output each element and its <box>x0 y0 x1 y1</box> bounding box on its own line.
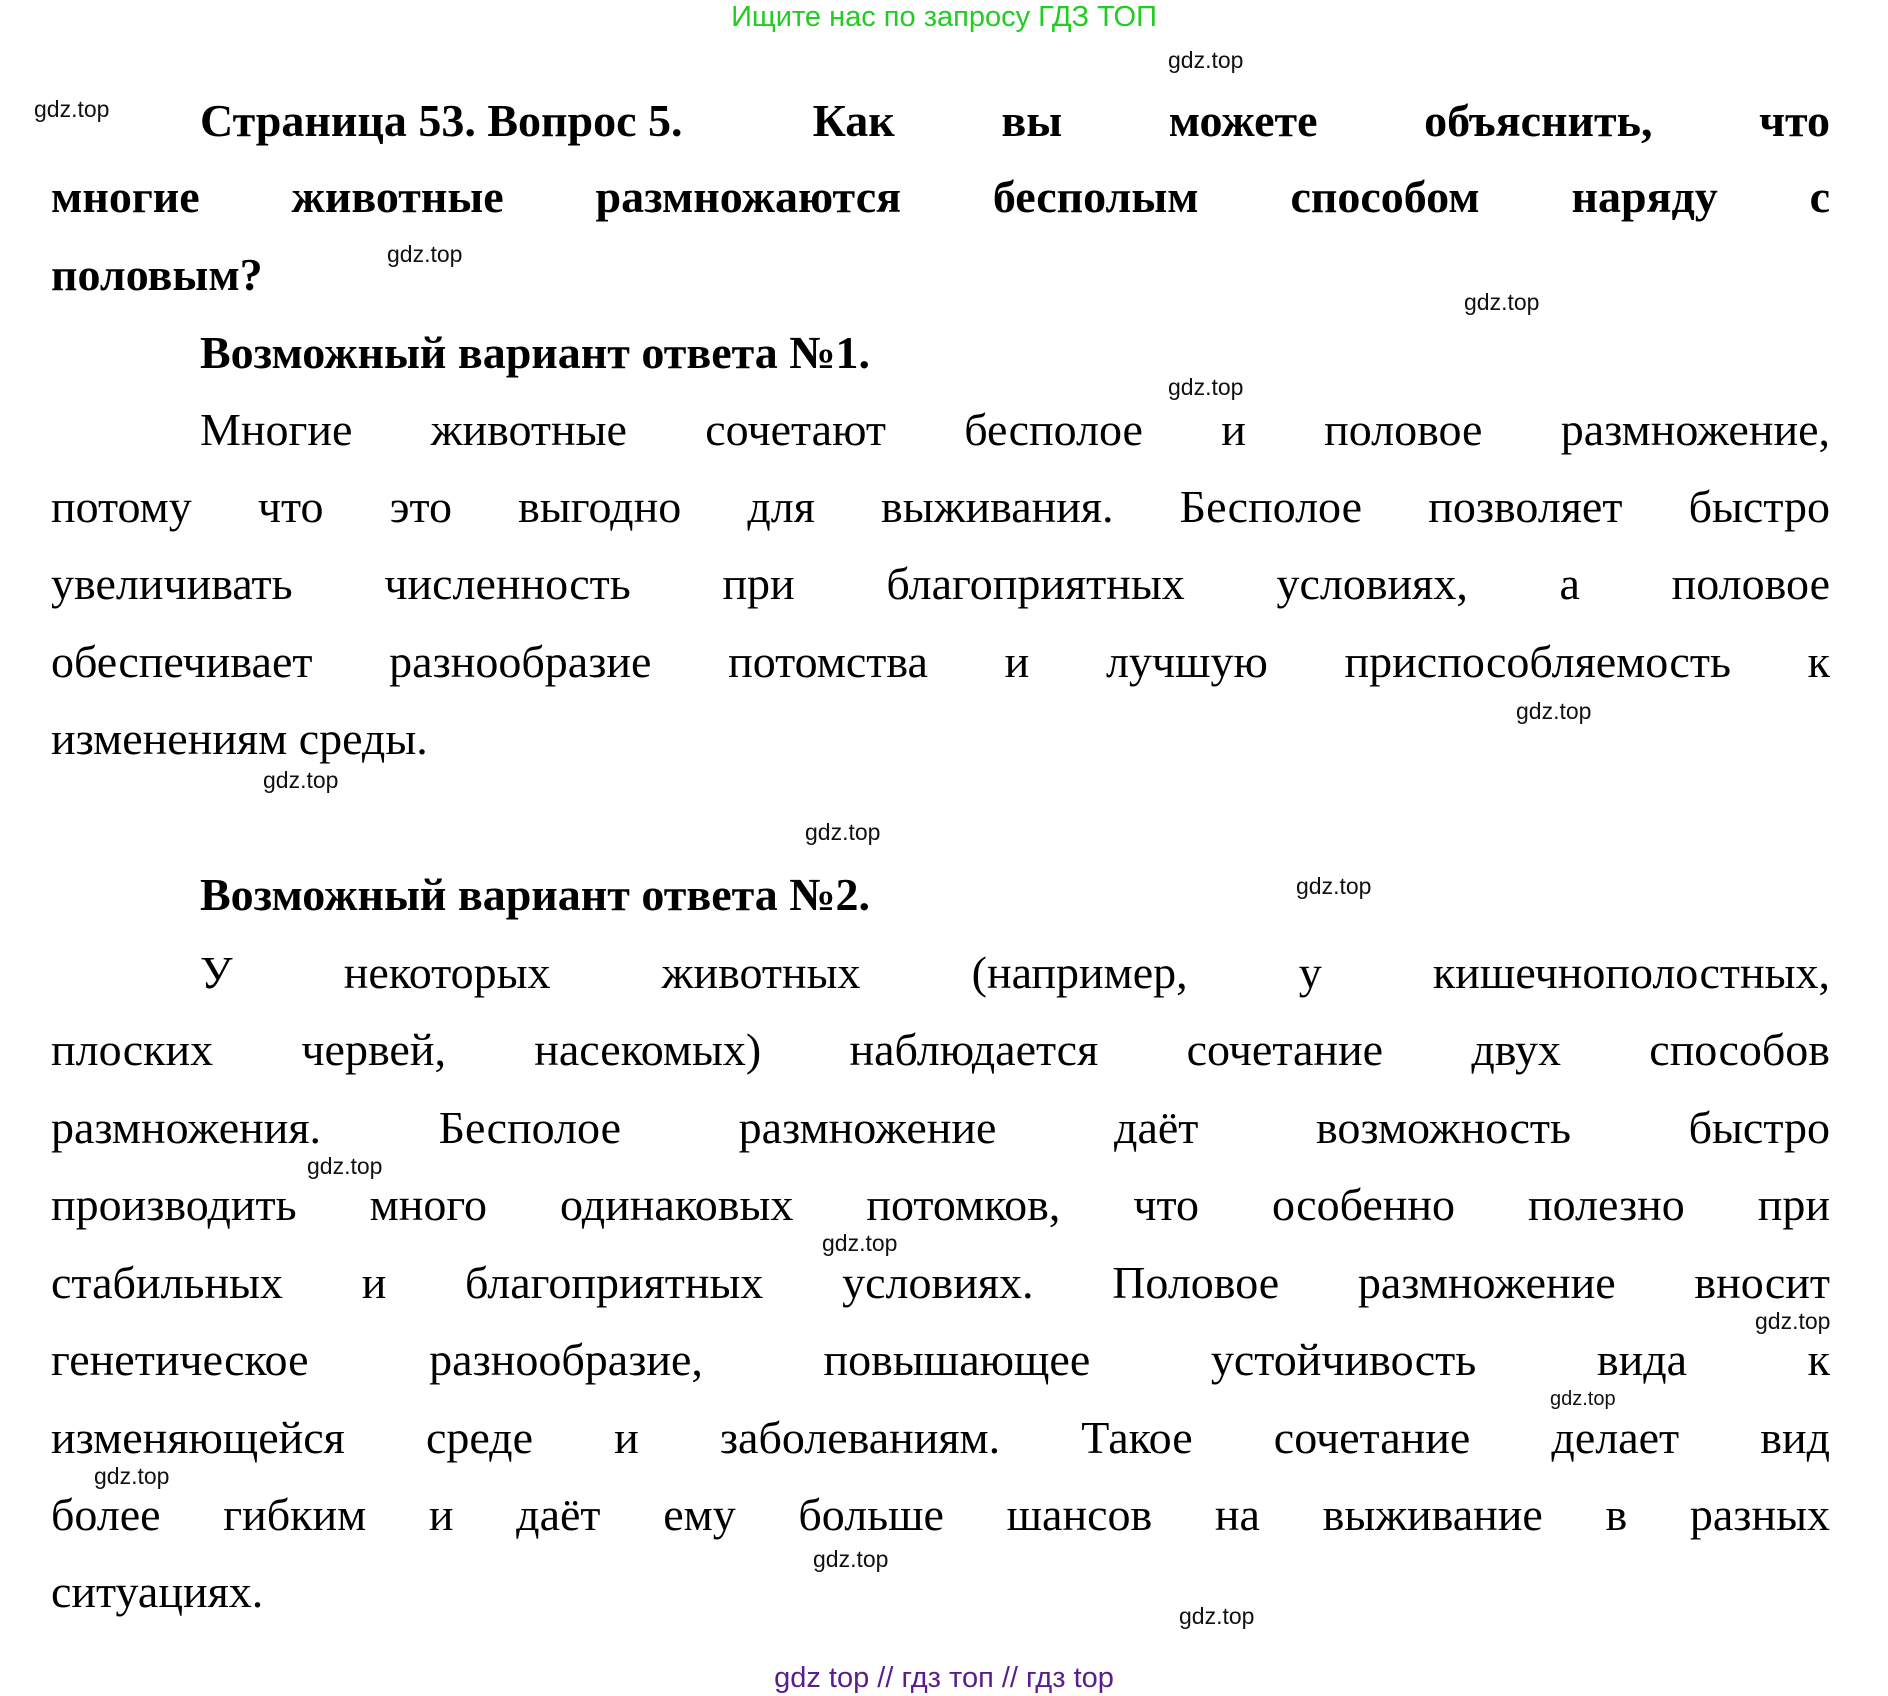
watermark: gdz.top <box>1464 289 1540 315</box>
watermark: gdz.top <box>34 96 110 122</box>
answer1-line: увеличивать численность при благоприятных условиях, а половое <box>51 558 1830 609</box>
watermark: gdz.top <box>1755 1308 1831 1334</box>
answer2-line: У некоторых животных (например, у кишечнополостных, <box>200 947 1830 998</box>
watermark: gdz.top <box>263 767 339 793</box>
watermark: gdz.top <box>1168 374 1244 400</box>
answer2-line: плоских червей, насекомых) наблюдается сочетание двух способов <box>51 1024 1830 1075</box>
watermark: gdz.top <box>1550 1388 1616 1410</box>
watermark: gdz.top <box>1179 1603 1255 1629</box>
question-text: Как вы можете объяснить, что <box>812 95 1830 146</box>
answer1-line: потому что это выгодно для выживания. Бесполое позволяет быстро <box>51 481 1830 532</box>
watermark: gdz.top <box>805 819 881 845</box>
watermark: gdz.top <box>822 1230 898 1256</box>
question-line-1 <box>200 95 1830 146</box>
answer1-line: обеспечивает разнообразие потомства и лучшую приспособляемость к <box>51 636 1830 687</box>
watermark: gdz.top <box>813 1546 889 1572</box>
answer2-line: производить много одинаковых потомков, что особенно полезно при <box>51 1179 1830 1230</box>
question-label: Страница 53. Вопрос 5. <box>200 95 683 146</box>
watermark: gdz.top <box>1168 47 1244 73</box>
answer2-heading: Возможный вариант ответа №2. <box>200 869 871 920</box>
watermark: gdz.top <box>307 1153 383 1179</box>
answer2-line: более гибким и даёт ему больше шансов на выживание в разных <box>51 1489 1830 1540</box>
watermark: gdz.top <box>387 241 463 267</box>
watermark: gdz.top <box>94 1463 170 1489</box>
answer2-line: размножения. Бесполое размножение даёт возможность быстро <box>51 1102 1830 1153</box>
answer1-heading: Возможный вариант ответа №1. <box>200 327 871 378</box>
answer2-line: изменяющейся среде и заболеваниям. Такое сочетание делает вид <box>51 1412 1830 1463</box>
question-line-3: половым? <box>51 249 263 300</box>
search-banner: Ищите нас по запросу ГДЗ ТОП <box>731 1 1157 33</box>
watermark: gdz.top <box>1516 698 1592 724</box>
footer-banner: gdz top // гдз топ // гдз top <box>774 1662 1114 1694</box>
answer2-line: ситуациях. <box>51 1566 264 1617</box>
watermark: gdz.top <box>1296 873 1372 899</box>
question-line-2: многие животные размножаются бесполым способом наряду с <box>51 171 1830 222</box>
answer1-line: Многие животные сочетают бесполое и половое размножение, <box>200 404 1830 455</box>
answer1-line: изменениям среды. <box>51 713 428 764</box>
answer2-line: генетическое разнообразие, повышающее устойчивость вида к <box>51 1334 1830 1385</box>
answer2-line: стабильных и благоприятных условиях. Половое размножение вносит <box>51 1257 1830 1308</box>
